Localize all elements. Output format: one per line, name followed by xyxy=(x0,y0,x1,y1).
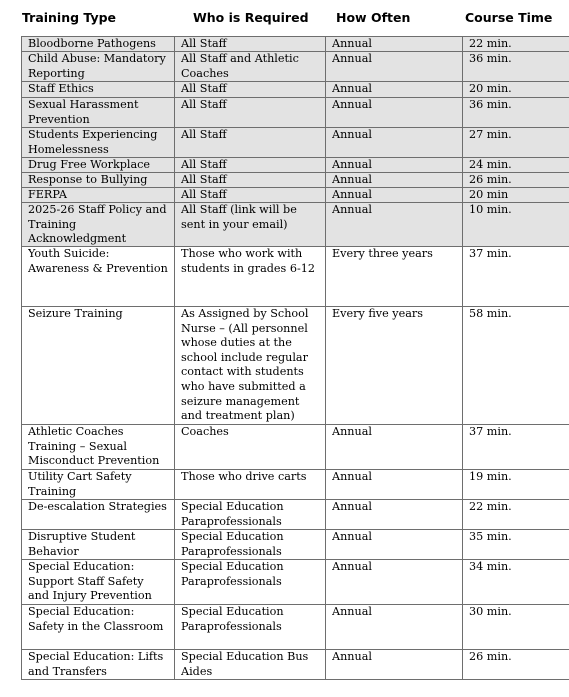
course-time-cell: 24 min. xyxy=(463,158,569,173)
course-time-cell: 34 min. xyxy=(463,560,569,605)
table-row xyxy=(22,650,569,680)
how-often-cell: Annual xyxy=(326,188,463,203)
how-often-cell: Annual xyxy=(326,425,463,470)
table-row xyxy=(22,37,569,52)
course-time-cell: 58 min. xyxy=(463,307,569,425)
training-type-cell: De-escalation Strategies xyxy=(22,500,175,530)
course-time-cell: 26 min. xyxy=(463,173,569,188)
training-type-cell: Youth Suicide: Awareness & Prevention xyxy=(22,247,175,307)
how-often-cell: Annual xyxy=(326,500,463,530)
how-often-cell: Annual xyxy=(326,470,463,500)
who-required-cell: All Staff xyxy=(175,82,326,98)
course-time-cell: 22 min. xyxy=(463,500,569,530)
table-row xyxy=(22,560,569,605)
table-row xyxy=(22,158,569,173)
who-required-cell: All Staff and Athletic Coaches xyxy=(175,52,326,82)
training-type-cell: Special Education: Support Staff Safety and Injury Prevention xyxy=(22,560,175,605)
how-often-cell: Every three years xyxy=(326,247,463,307)
how-often-cell: Annual xyxy=(326,650,463,680)
who-required-cell: Special Education Paraprofessionals xyxy=(175,530,326,560)
training-type-cell: Special Education: Lifts and Transfers xyxy=(22,650,175,680)
training-type-cell: FERPA xyxy=(22,188,175,203)
course-time-cell: 36 min. xyxy=(463,52,569,82)
table-row xyxy=(22,203,569,247)
training-type-cell: Special Education: Safety in the Classroom xyxy=(22,605,175,650)
training-type-cell: Athletic Coaches Training – Sexual Misconduct Prevention xyxy=(22,425,175,470)
header-training-type: Training Type xyxy=(22,10,117,25)
training-type-cell: Sexual Harassment Prevention xyxy=(22,98,175,128)
training-type-cell: Disruptive Student Behavior xyxy=(22,530,175,560)
training-type-cell: Staff Ethics xyxy=(22,82,175,98)
who-required-cell: All Staff xyxy=(175,98,326,128)
table-row xyxy=(22,98,569,128)
course-time-cell: 36 min. xyxy=(463,98,569,128)
table-row xyxy=(22,52,569,82)
training-type-cell: Bloodborne Pathogens xyxy=(22,37,175,52)
header-who-required: Who is Required xyxy=(193,10,309,25)
how-often-cell: Annual xyxy=(326,37,463,52)
who-required-cell: All Staff (link will be sent in your email) xyxy=(175,203,326,247)
table-row xyxy=(22,530,569,560)
who-required-cell: Those who drive carts xyxy=(175,470,326,500)
who-required-cell: Special Education Paraprofessionals xyxy=(175,500,326,530)
training-type-cell: Students Experiencing Homelessness xyxy=(22,128,175,158)
table-row xyxy=(22,82,569,98)
how-often-cell: Annual xyxy=(326,173,463,188)
course-time-cell: 10 min. xyxy=(463,203,569,247)
how-often-cell: Annual xyxy=(326,158,463,173)
course-time-cell: 37 min. xyxy=(463,425,569,470)
training-type-cell: Child Abuse: Mandatory Reporting xyxy=(22,52,175,82)
how-often-cell: Annual xyxy=(326,52,463,82)
training-type-cell: Response to Bullying xyxy=(22,173,175,188)
course-time-cell: 35 min. xyxy=(463,530,569,560)
table-row xyxy=(22,470,569,500)
who-required-cell: Those who work with students in grades 6-12 xyxy=(175,247,326,307)
who-required-cell: All Staff xyxy=(175,188,326,203)
who-required-cell: Special Education Paraprofessionals xyxy=(175,605,326,650)
training-table xyxy=(21,36,569,680)
who-required-cell: As Assigned by School Nurse – (All personnel whose duties at the school include regular contact with students who have submitted a seizure management and treatment plan) xyxy=(175,307,326,425)
how-often-cell: Annual xyxy=(326,560,463,605)
course-time-cell: 20 min. xyxy=(463,82,569,98)
how-often-cell: Annual xyxy=(326,530,463,560)
table-row xyxy=(22,500,569,530)
who-required-cell: All Staff xyxy=(175,173,326,188)
how-often-cell: Annual xyxy=(326,128,463,158)
table-row xyxy=(22,307,569,425)
table-row xyxy=(22,425,569,470)
course-time-cell: 37 min. xyxy=(463,247,569,307)
who-required-cell: Special Education Bus Aides xyxy=(175,650,326,680)
course-time-cell: 26 min. xyxy=(463,650,569,680)
table-row xyxy=(22,605,569,650)
course-time-cell: 22 min. xyxy=(463,37,569,52)
how-often-cell: Annual xyxy=(326,98,463,128)
header-how-often: How Often xyxy=(336,10,411,25)
who-required-cell: Special Education Paraprofessionals xyxy=(175,560,326,605)
training-type-cell: 2025-26 Staff Policy and Training Acknowledgment xyxy=(22,203,175,247)
header-course-time: Course Time xyxy=(465,10,553,25)
training-type-cell: Drug Free Workplace xyxy=(22,158,175,173)
training-type-cell: Seizure Training xyxy=(22,307,175,425)
table-row xyxy=(22,173,569,188)
table-row xyxy=(22,247,569,307)
how-often-cell: Annual xyxy=(326,605,463,650)
course-time-cell: 30 min. xyxy=(463,605,569,650)
how-often-cell: Annual xyxy=(326,82,463,98)
course-time-cell: 27 min. xyxy=(463,128,569,158)
who-required-cell: All Staff xyxy=(175,158,326,173)
table-row xyxy=(22,188,569,203)
who-required-cell: Coaches xyxy=(175,425,326,470)
who-required-cell: All Staff xyxy=(175,37,326,52)
how-often-cell: Every five years xyxy=(326,307,463,425)
course-time-cell: 19 min. xyxy=(463,470,569,500)
table-header-row xyxy=(0,8,569,30)
course-time-cell: 20 min xyxy=(463,188,569,203)
how-often-cell: Annual xyxy=(326,203,463,247)
who-required-cell: All Staff xyxy=(175,128,326,158)
table-row xyxy=(22,128,569,158)
training-type-cell: Utility Cart Safety Training xyxy=(22,470,175,500)
